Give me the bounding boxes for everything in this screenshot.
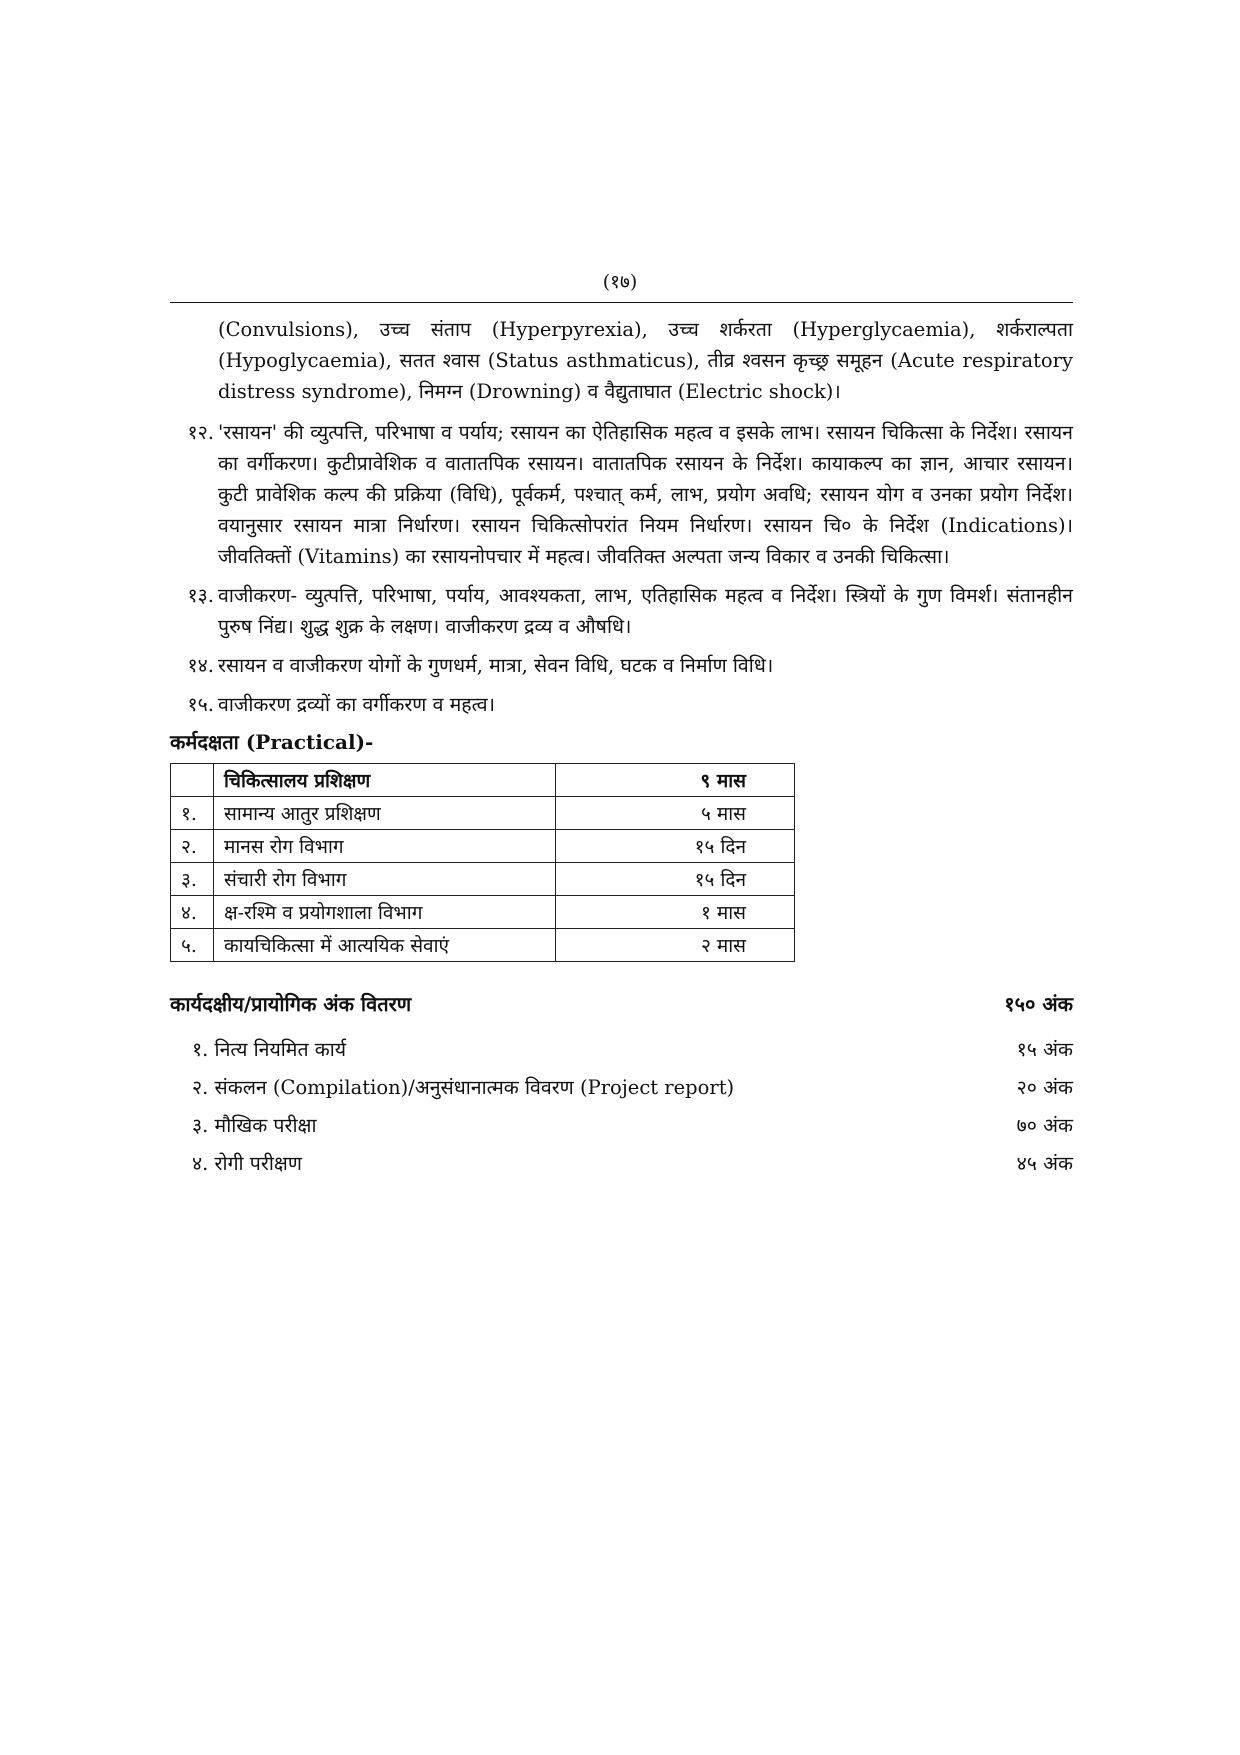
row-number: २.	[171, 830, 214, 863]
training-table	[170, 763, 795, 962]
row-name: कायचिकित्सा में आत्ययिक सेवाएं	[214, 929, 556, 962]
table-row	[171, 830, 795, 863]
marks-value: ४५ अंक	[1016, 1152, 1073, 1175]
row-number: ४.	[171, 896, 214, 929]
list-item-14	[170, 650, 1073, 681]
marks-label: १. नित्य नियमित कार्य	[192, 1038, 347, 1061]
item-text: 'रसायन' की व्युत्पत्ति, परिभाषा व पर्याय; रसायन का ऐतिहासिक महत्व व इसके लाभ। रसायन चिकित्सा के निर्देश। रसायन का वर्गीकरण। कुटीप्रावेशिक व वातातपिक रसायन। वातातपिक रसायन के निर्देश। कायाकल्प का ज्ञान, आचार रसायन। कुटी प्रावेशिक कल्प की प्रक्रिया (विधि), पूर्वकर्म, पश्चात् कर्म, लाभ, प्रयोग अवधि; रसायन योग व उनका प्रयोग निर्देश। वयानुसार रसायन मात्रा निर्धारण। रसायन चिकित्सोपरांत नियम निर्धारण। रसायन चि० के निर्देश (Indications)। जीवतिक्तों (Vitamins) का रसायनोपचार में महत्व। जीवतिक्त अल्पता जन्य विकार व उनकी चिकित्सा।	[218, 421, 1073, 568]
item-number: १२.	[187, 421, 214, 444]
row-number: ५.	[171, 929, 214, 962]
row-name: संचारी रोग विभाग	[214, 863, 556, 896]
marks-label: ३. मौखिक परीक्षा	[192, 1114, 317, 1137]
list-item-15	[170, 689, 1073, 720]
table-row	[171, 863, 795, 896]
row-name: मानस रोग विभाग	[214, 830, 556, 863]
row-number: १.	[171, 797, 214, 830]
row-name: सामान्य आतुर प्रशिक्षण	[214, 797, 556, 830]
header-num-cell	[171, 764, 214, 797]
table-row	[171, 896, 795, 929]
row-name: क्ष-रश्मि व प्रयोगशाला विभाग	[214, 896, 556, 929]
marks-value: २० अंक	[1016, 1076, 1073, 1099]
marks-total: १५० अंक	[1004, 992, 1073, 1016]
item-number: १५.	[187, 693, 214, 716]
item-text: रसायन व वाजीकरण योगों के गुणधर्म, मात्रा, सेवन विधि, घटक व निर्माण विधि।	[218, 654, 774, 677]
header-duration-cell: ९ मास	[556, 764, 795, 797]
marks-label: ४. रोगी परीक्षण	[192, 1152, 302, 1175]
row-duration: ५ मास	[556, 797, 795, 830]
marks-row	[170, 1111, 1073, 1149]
row-number: ३.	[171, 863, 214, 896]
page-content	[170, 314, 1073, 1187]
item-text: वाजीकरण- व्युत्पत्ति, परिभाषा, पर्याय, आवश्यकता, लाभ, एतिहासिक महत्व व निर्देश। स्त्रियों के गुण विमर्श। संतानहीन पुरुष निंद्य। शुद्ध शुक्र के लक्षण। वाजीकरण द्रव्य व औषधि।	[218, 584, 1073, 638]
row-duration: १५ दिन	[556, 863, 795, 896]
marks-row	[170, 1073, 1073, 1111]
row-duration: १ मास	[556, 896, 795, 929]
continuation-paragraph: (Convulsions), उच्च संताप (Hyperpyrexia), उच्च शर्करता (Hyperglycaemia), शर्कराल्पता (Hypoglycaemia), सतत श्वास (Status asthmaticus), तीव्र श्वसन कृच्छ्र समूहन (Acute respiratory distress syndrome), निमग्न (Drowning) व वैद्युताघात (Electric shock)।	[218, 318, 1073, 403]
marks-label: २. संकलन (Compilation)/अनुसंधानात्मक विवरण (Project report)	[192, 1076, 735, 1099]
marks-value: ७० अंक	[1016, 1114, 1073, 1137]
header-title-cell: चिकित्सालय प्रशिक्षण	[214, 764, 556, 797]
item-number: १४.	[187, 654, 214, 677]
page-number: (१७)	[602, 271, 638, 293]
marks-heading-row	[170, 990, 1073, 1017]
marks-row	[170, 1149, 1073, 1187]
list-item-12	[170, 417, 1073, 572]
practical-heading: कर्मदक्षता (Practical)-	[170, 730, 374, 754]
table-row	[171, 929, 795, 962]
header-divider	[170, 302, 1073, 303]
row-duration: १५ दिन	[556, 830, 795, 863]
table-row	[171, 797, 795, 830]
row-duration: २ मास	[556, 929, 795, 962]
marks-heading: कार्यदक्षीय/प्रायोगिक अंक वितरण	[170, 992, 412, 1016]
list-item-13	[170, 580, 1073, 642]
item-number: १३.	[187, 584, 214, 607]
marks-row	[170, 1035, 1073, 1073]
table-header-row	[171, 764, 795, 797]
marks-value: १५ अंक	[1016, 1038, 1073, 1061]
item-text: वाजीकरण द्रव्यों का वर्गीकरण व महत्व।	[218, 693, 496, 716]
